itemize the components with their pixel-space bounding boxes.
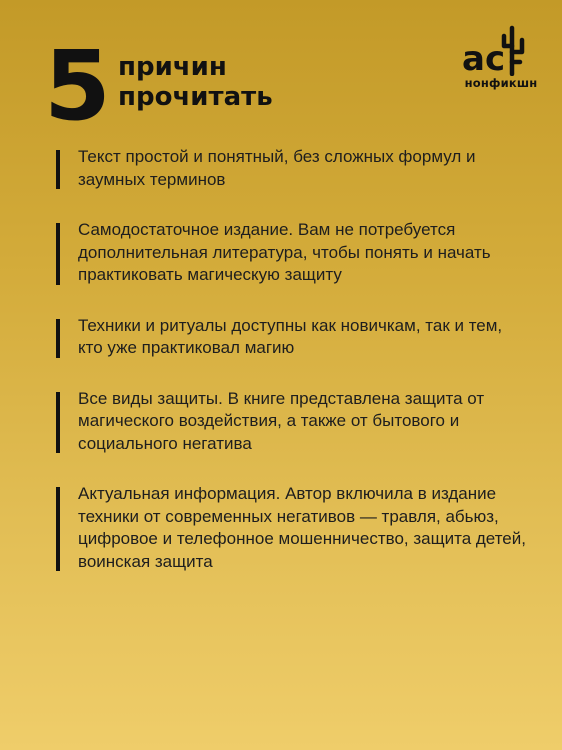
cactus-icon (460, 22, 544, 76)
reasons-list (56, 146, 526, 601)
list-item (56, 388, 526, 456)
title-line-1: причин (118, 52, 227, 82)
reason-bar (56, 223, 60, 285)
reason-bar (56, 319, 60, 358)
logo-mark-text: ас (462, 39, 506, 76)
list-item (56, 315, 526, 360)
page-title (118, 52, 273, 112)
list-item (56, 219, 526, 287)
list-item (56, 146, 526, 191)
reason-bar (56, 150, 60, 189)
reason-text: Самодостаточное издание. Вам не потребуется дополнительная литература, чтобы понять и начать практиковать магическую защиту (78, 220, 491, 284)
publisher-logo (456, 22, 546, 94)
reason-bar (56, 392, 60, 454)
reason-text: Текст простой и понятный, без сложных формул и заумных терминов (78, 147, 476, 189)
list-item (56, 483, 526, 573)
logo-subtitle: нонфикшн (464, 76, 538, 90)
reason-text: Техники и ритуалы доступны как новичкам, так и тем, кто уже практиковал магию (78, 315, 503, 357)
reason-text: Все виды защиты. В книге представлена защита от магического воздействия, а также от бытового и социального негатива (78, 388, 485, 453)
title-line-2: прочитать (118, 82, 273, 112)
reason-bar (56, 487, 60, 571)
reason-count: 5 (44, 30, 109, 142)
header (44, 30, 374, 142)
reason-text: Актуальная информация. Автор включила в издание техники от современных негативов — травля, абьюз, цифровое и телефонное мошенничество, защита детей, воинская защита (78, 484, 526, 571)
